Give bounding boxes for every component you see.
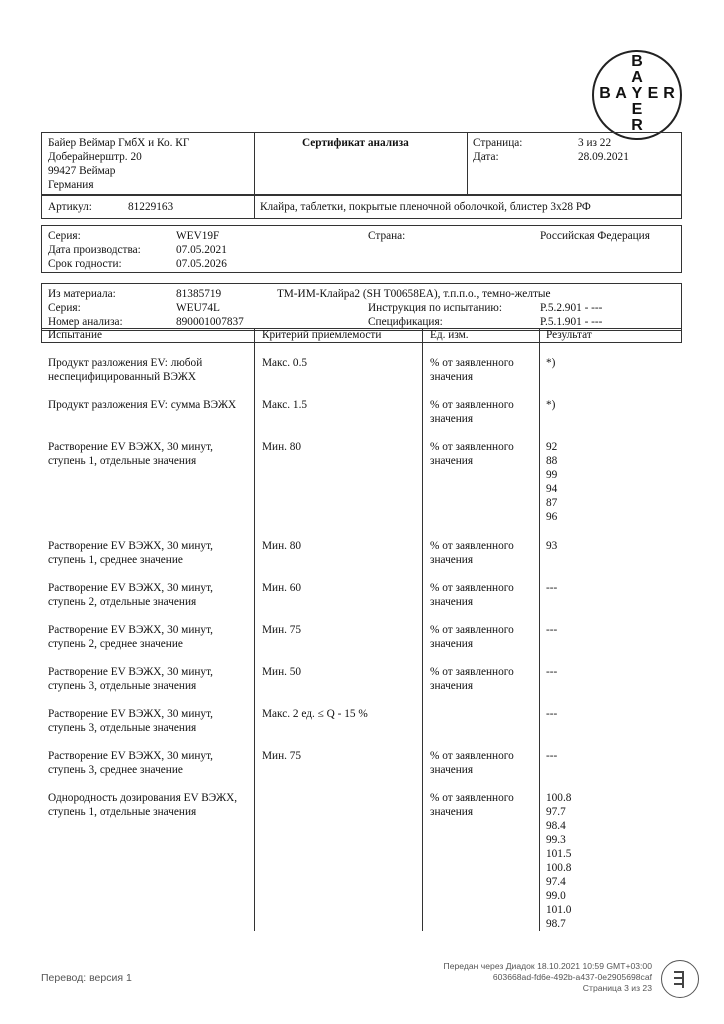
row-criterion: Мин. 75 xyxy=(262,624,302,636)
material-series-label: Серия: xyxy=(48,302,81,314)
translation-version: Перевод: версия 1 xyxy=(41,972,132,984)
instruction-value: P.5.2.901 - --- xyxy=(540,302,603,314)
series-value: WEV19F xyxy=(176,230,220,242)
row-test-name: Однородность дозирования EV ВЭЖХ, ступень 1, отдельные значения xyxy=(48,792,238,818)
row-unit: % от заявленного значения xyxy=(430,792,514,818)
company-country: Германия xyxy=(48,179,94,191)
row-unit: % от заявленного значения xyxy=(430,357,514,383)
logo-letter-e2: E xyxy=(631,101,643,118)
row-result: --- xyxy=(546,708,558,720)
logo-letter-r: R xyxy=(663,85,675,102)
production-date-label: Дата производства: xyxy=(48,244,141,256)
row-criterion: Мин. 75 xyxy=(262,750,302,762)
row-test-name: Растворение EV ВЭЖХ, 30 минут, ступень 1, среднее значение xyxy=(48,540,213,566)
row-test-name: Продукт разложения EV: сумма ВЭЖХ xyxy=(48,399,237,411)
specification-value: P.5.1.901 - --- xyxy=(540,316,603,328)
date-value: 28.09.2021 xyxy=(578,151,629,163)
row-test-name: Растворение EV ВЭЖХ, 30 минут, ступень 3, отдельные значения xyxy=(48,666,213,692)
specification-label: Спецификация: xyxy=(368,316,443,328)
expiry-label: Срок годности: xyxy=(48,258,122,270)
row-test-name: Растворение EV ВЭЖХ, 30 минут, ступень 3, отдельные значения xyxy=(48,708,213,734)
material-series-value: WEU74L xyxy=(176,302,220,314)
row-result: 93 xyxy=(546,540,558,552)
from-material-label: Из материала: xyxy=(48,288,116,300)
bayer-logo xyxy=(592,50,682,140)
analysis-number-label: Номер анализа: xyxy=(48,316,123,328)
column-header-result: Результат xyxy=(546,329,592,341)
row-result: --- xyxy=(546,750,558,762)
row-result: *) xyxy=(546,357,556,369)
company-street: Доберайнерштр. 20 xyxy=(48,151,142,163)
row-criterion: Макс. 0.5 xyxy=(262,357,308,369)
row-result: --- xyxy=(546,624,558,636)
from-material-value: 81385719 xyxy=(176,288,222,300)
diadoc-sent: Передан через Диадок 18.10.2021 10:59 GMT+03:00 xyxy=(443,961,652,971)
column-header-criterion: Критерий приемлемости xyxy=(262,329,382,341)
row-result: *) xyxy=(546,399,556,411)
row-unit: % от заявленного значения xyxy=(430,666,514,692)
page-title: Сертификат анализа xyxy=(302,137,409,149)
article-label: Артикул: xyxy=(48,201,92,213)
expiry-value: 07.05.2026 xyxy=(176,258,227,270)
instruction-label: Инструкция по испытанию: xyxy=(368,302,503,314)
country-label: Страна: xyxy=(368,230,406,242)
row-criterion: Макс. 2 ед. ≤ Q - 15 % xyxy=(262,708,368,720)
product-name: Клайра, таблетки, покрытые пленочной оболочкой, блистер 3x28 РФ xyxy=(260,201,591,213)
row-unit: % от заявленного значения xyxy=(430,582,514,608)
row-criterion: Мин. 50 xyxy=(262,666,302,678)
production-date-value: 07.05.2021 xyxy=(176,244,227,256)
diadoc-icon xyxy=(661,960,699,998)
row-criterion: Мин. 80 xyxy=(262,441,302,453)
row-test-name: Растворение EV ВЭЖХ, 30 минут, ступень 3, среднее значение xyxy=(48,750,213,776)
row-criterion: Мин. 80 xyxy=(262,540,302,552)
row-unit: % от заявленного значения xyxy=(430,441,514,467)
date-label: Дата: xyxy=(473,151,499,163)
company-city: 99427 Веймар xyxy=(48,165,116,177)
logo-letter-y: Y xyxy=(631,85,643,102)
row-unit: % от заявленного значения xyxy=(430,624,514,650)
diadoc-hash: 603668ad-fd6e-492b-a437-0e2905698caf xyxy=(492,972,652,982)
column-header-unit: Ед. изм. xyxy=(430,329,469,341)
row-criterion: Макс. 1.5 xyxy=(262,399,308,411)
article-value: 81229163 xyxy=(128,201,174,213)
row-unit: % от заявленного значения xyxy=(430,540,514,566)
row-test-name: Растворение EV ВЭЖХ, 30 минут, ступень 2, среднее значение xyxy=(48,624,213,650)
row-result: 92 88 99 94 87 96 xyxy=(546,441,558,523)
logo-letter-b: B xyxy=(631,53,643,70)
column-header-test: Испытание xyxy=(48,329,103,341)
country-value: Российская Федерация xyxy=(540,230,650,242)
logo-letter-a2: A xyxy=(615,85,627,102)
page-value: 3 из 22 xyxy=(578,137,612,149)
logo-letter-b2: B xyxy=(599,85,611,102)
company-name: Байер Веймар ГмбХ и Ко. КГ xyxy=(48,137,190,149)
row-criterion: Мин. 60 xyxy=(262,582,302,594)
row-unit: % от заявленного значения xyxy=(430,399,514,425)
row-result: --- xyxy=(546,666,558,678)
diadoc-stamp xyxy=(380,961,652,994)
logo-letter-a: A xyxy=(631,69,643,86)
series-label: Серия: xyxy=(48,230,81,242)
from-material-desc: ТМ-ИМ-Клайра2 (SH T00658EA), т.п.п.о., темно-желтые xyxy=(277,288,551,300)
row-test-name: Продукт разложения EV: любой неспецифицированный ВЭЖХ xyxy=(48,357,203,383)
row-result: --- xyxy=(546,582,558,594)
diadoc-page: Страница 3 из 23 xyxy=(582,983,652,993)
logo-letter-r2: R xyxy=(631,117,643,134)
row-unit: % от заявленного значения xyxy=(430,750,514,776)
analysis-number-value: 890001007837 xyxy=(176,316,244,328)
row-test-name: Растворение EV ВЭЖХ, 30 минут, ступень 2, отдельные значения xyxy=(48,582,213,608)
row-test-name: Растворение EV ВЭЖХ, 30 минут, ступень 1, отдельные значения xyxy=(48,441,213,467)
logo-letter-e: E xyxy=(647,85,659,102)
row-result: 100.8 97.7 98.4 99.3 101.5 100.8 97.4 99.0 101.0 98.7 xyxy=(546,792,572,930)
page-label: Страница: xyxy=(473,137,523,149)
